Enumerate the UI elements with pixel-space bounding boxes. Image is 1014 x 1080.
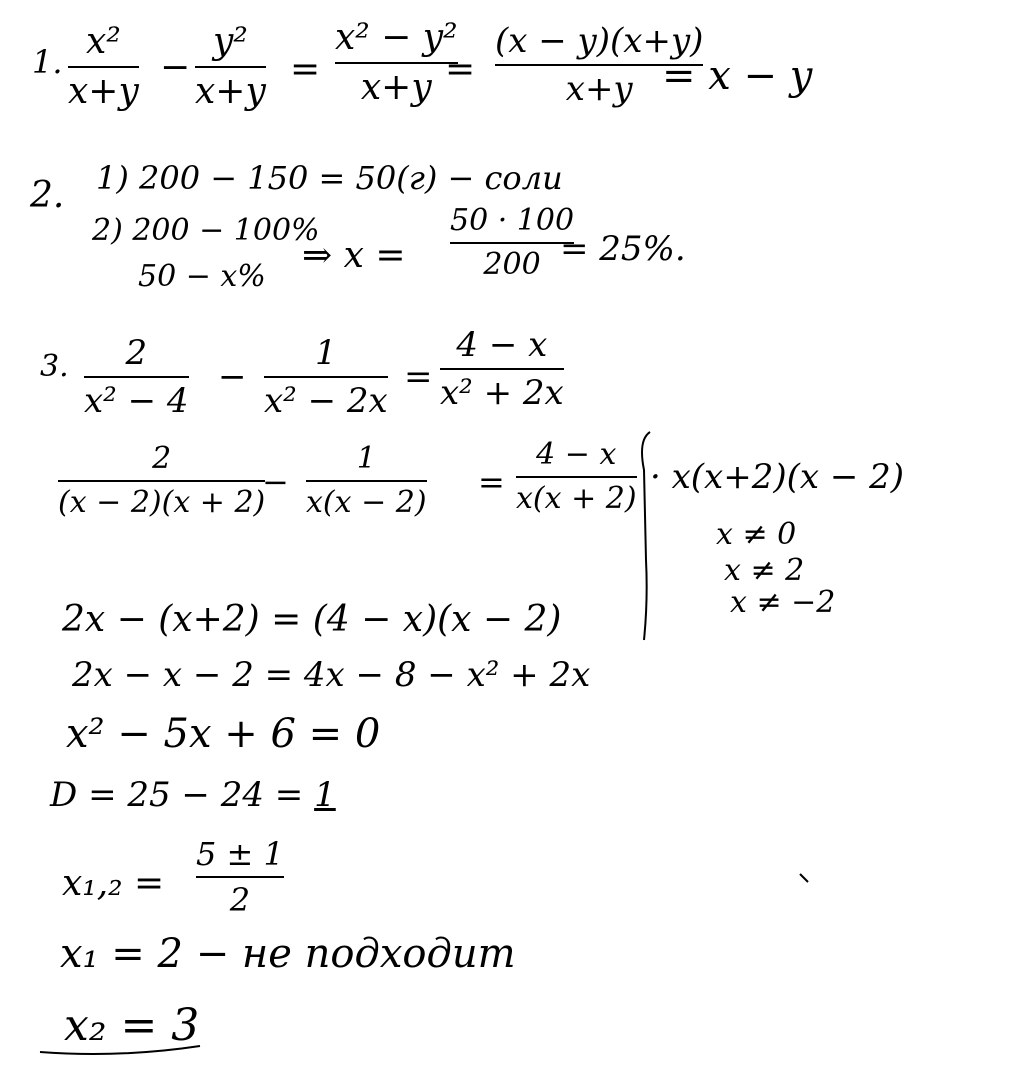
p3-roots-label: x₁,₂ = <box>62 863 165 904</box>
p3-eq2-minus: − <box>262 463 289 501</box>
fraction-bar <box>195 66 266 68</box>
p2-step-1: 1) 200 − 150 = 50(г) − соли <box>96 159 563 197</box>
p3-line-3: 2x − (x+2) = (4 − x)(x − 2) <box>62 599 562 640</box>
p3-eq1-f1-numerator: 2 <box>125 333 148 373</box>
fraction-bar <box>450 242 574 244</box>
p2-fraction-denominator: 200 <box>483 247 541 282</box>
p3-eq1-f1-denominator: x² − 4 <box>84 381 189 421</box>
p3-eq1-minus: − <box>218 357 247 397</box>
p3-eq2-f3-denominator: x(x + 2) <box>516 481 637 516</box>
p3-roots-denominator: 2 <box>229 881 251 919</box>
p3-condition-3: x ≠ −2 <box>730 585 836 620</box>
problem-1-number: 1. <box>32 43 63 81</box>
fraction-bar <box>516 476 637 478</box>
p1-f2-denominator: x+y <box>195 71 266 112</box>
p1-equals-2: = <box>445 49 476 90</box>
p3-multiplier: · x(x+2)(x − 2) <box>650 457 905 497</box>
p2-implies-x: ⇒ x = <box>302 235 406 276</box>
stray-mark <box>800 874 808 882</box>
p3-roots-fraction <box>196 835 284 919</box>
p3-eq2-f2-numerator: 1 <box>356 441 376 476</box>
p3-roots-numerator: 5 ± 1 <box>196 835 284 873</box>
fraction-bar <box>58 480 265 482</box>
p3-eq2-f1-denominator: (x − 2)(x + 2) <box>58 485 266 520</box>
p1-f1-denominator: x+y <box>68 71 139 112</box>
p3-eq1-f3-numerator: 4 − x <box>456 325 548 365</box>
p3-discriminant-expr: D = 25 − 24 = <box>50 775 315 815</box>
fraction-bar <box>84 376 189 378</box>
p3-line-4: 2x − x − 2 = 4x − 8 − x² + 2x <box>72 655 591 695</box>
p1-fraction-y-squared <box>195 21 266 112</box>
p3-eq2-fraction-2 <box>306 441 427 520</box>
p1-f2-numerator: y² <box>213 21 248 62</box>
p2-result: = 25%. <box>560 229 686 269</box>
p3-root-2-answer: x₂ = 3 <box>64 1000 200 1051</box>
p1-f4-denominator: x+y <box>565 69 633 109</box>
p1-equals-1: = <box>290 49 321 90</box>
p3-eq1-equals: = <box>404 357 433 397</box>
p3-line-6 <box>50 775 336 815</box>
p2-step-2-line-2: 50 − x% <box>138 259 266 294</box>
condition-brace <box>642 432 650 640</box>
p1-fraction-x-squared <box>68 21 139 112</box>
p1-f4-numerator: (x − y)(x+y) <box>495 21 704 61</box>
p3-eq1-fraction-2 <box>264 333 388 421</box>
p1-f1-numerator: x² <box>86 21 121 62</box>
p3-eq2-fraction-3 <box>516 437 637 516</box>
p3-discriminant-value: 1 <box>314 775 336 815</box>
p3-eq1-f2-numerator: 1 <box>315 333 337 373</box>
fraction-bar <box>306 480 427 482</box>
p1-fraction-combined <box>335 17 458 108</box>
fraction-bar <box>335 62 458 64</box>
p3-eq2-f1-numerator: 2 <box>152 441 172 476</box>
problem-2-number: 2. <box>30 175 65 216</box>
p2-percent-fraction <box>450 203 575 282</box>
p3-eq1-fraction-1 <box>84 333 189 421</box>
p3-eq1-f2-denominator: x² − 2x <box>264 381 388 421</box>
p3-eq2-f2-denominator: x(x − 2) <box>306 485 427 520</box>
p3-eq2-f3-numerator: 4 − x <box>536 437 617 472</box>
fraction-bar <box>264 376 388 378</box>
p3-condition-2: x ≠ 2 <box>724 553 805 588</box>
p3-condition-1: x ≠ 0 <box>716 517 797 552</box>
p3-eq2-fraction-1 <box>58 441 266 520</box>
p2-fraction-numerator: 50 · 100 <box>450 203 575 238</box>
fraction-bar <box>440 368 564 370</box>
p3-eq1-f3-denominator: x² + 2x <box>440 373 564 413</box>
p2-step-2-line-1: 2) 200 − 100% <box>92 213 320 248</box>
p3-line-5: x² − 5x + 6 = 0 <box>66 711 381 757</box>
fraction-bar <box>196 876 284 878</box>
fraction-bar <box>68 66 139 68</box>
p1-f3-numerator: x² − y² <box>335 17 458 58</box>
p3-eq2-equals: = <box>478 463 505 501</box>
p3-root-1: x₁ = 2 − не подходит <box>60 931 516 977</box>
p1-result: = x − y <box>662 53 813 99</box>
p1-minus: − <box>160 47 191 88</box>
problem-3-number: 3. <box>40 349 69 384</box>
p1-f3-denominator: x+y <box>360 67 432 108</box>
p3-eq1-fraction-3 <box>440 325 564 413</box>
